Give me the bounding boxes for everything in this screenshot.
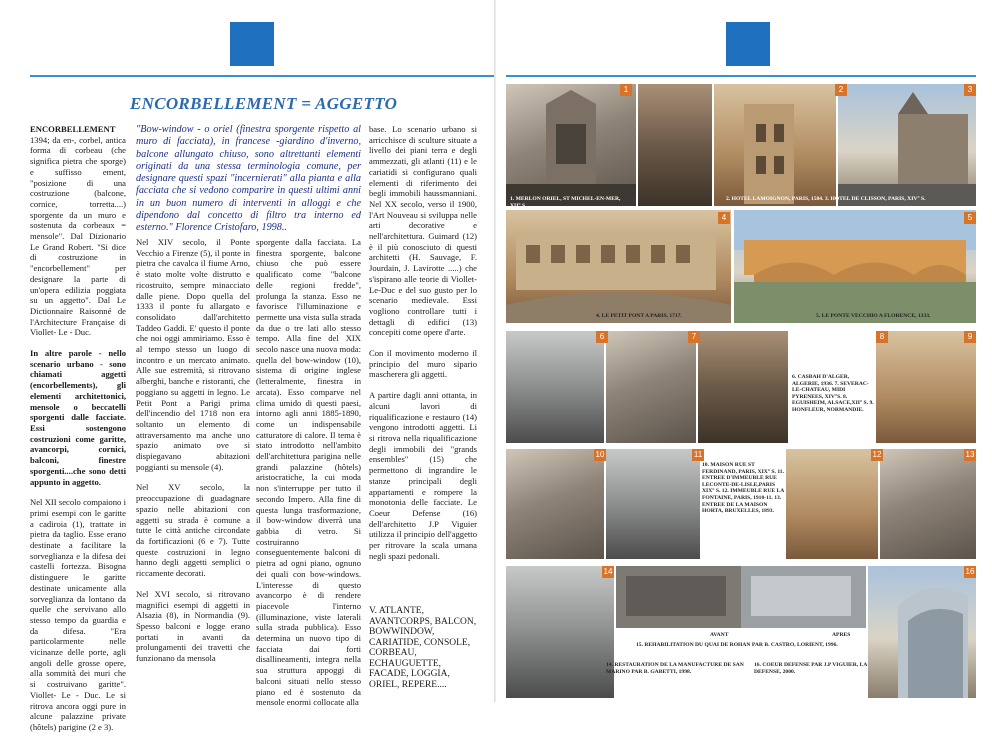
photo-number-badge: 5 (964, 212, 976, 224)
column-1 (30, 124, 126, 743)
photo-quai-de-rohan (616, 566, 866, 628)
photo-number-badge: 13 (965, 450, 975, 459)
photo-number-badge: 10 (595, 450, 605, 459)
photo-rue-leconte-de-lisle (606, 449, 700, 559)
col2-paragraph-1: Nel XIV secolo, il Ponte Vecchio a Firenze (5), il ponte in pietra che cavalca il fiume Arno, è stato molte volte distrutto e ricostruito, sempre minacciato dalle piene. Dopo quella del 1333 il ponte fu allargato e consolidato dall'architetto Taddeo Gaddi. E' questo il ponte che noi oggi ammiriamo. Esso è al tempo stesso un luogo di incontro e un mercato animato. Alle sue estremità, si ritrovano alberghi, banche e ristoranti, che poggiano su aggetti in legno. Le Petit Pont a Parigi prima dell'incendio del 1718 non era soltanto un elemento di attraversamento ma anche uno spazio animato ove si dispiegavano abitazioni poggianti su mensole (4). (136, 237, 250, 472)
caption-photo-16: 16. COEUR DEFENSE PAR J.P VIGUIER, LA DEFENSE, 2000. (754, 662, 868, 675)
column-2 (136, 237, 250, 674)
photo-eguisheim (698, 331, 788, 443)
label-avant: AVANT (710, 632, 729, 638)
photo-hotel-de-clisson (838, 84, 976, 206)
col2-paragraph-3: Nel XVI secolo, si ritrovano magnifici esempi di aggetti in Alsazia (8), in Normandia (9). Spesso balconi e logge erano portati in avanti da prolungamenti dei travetti che funzionano da mensola (136, 588, 250, 664)
photo-number-badge: 7 (688, 331, 700, 343)
photo-rue-st-ferdinand (506, 449, 604, 559)
photo-number-badge: 14 (603, 567, 613, 576)
left-page (0, 0, 496, 732)
column-4 (369, 124, 477, 571)
photo-number-badge: 16 (965, 567, 975, 576)
photo-hotel-lamoignon (714, 84, 836, 206)
photo-ponte-vecchio (734, 210, 976, 323)
caption-photo-4: 4. LE PETIT PONT A PARIS, 1717. (596, 313, 682, 319)
caption-photo-1: 1. MERLON ORIEL, ST MICHEL-EN-MER, XII° S. (510, 196, 621, 209)
summary-paragraph: In altre parole - nello scenario urbano - sono chiamati aggetti (encorbellements), gli elementi architettonici, mensole o beccatelli sporgenti dalle facciate. Essi sostengono costruzioni come garitte, avancorpi, cornici, balconi, finestre sporgenti....che sono detti appunto in aggetto. (30, 348, 126, 487)
photo-rue-la-fontaine (786, 449, 878, 559)
definition-paragraph (30, 124, 126, 338)
photo-petit-pont (506, 210, 731, 323)
pull-quote: "Bow-window - o oriel (finestra sporgente rispetto al muro di facciata), in francese -giardino d'inverno, balcone allungato chiuso, sono altrettanti elementi originati da una stessa terminologia comune, per designare questi spazi "incernierati" alla pianta e alla facciata che si vedono comparire in questi ultimi anni in un buon numero di interventi in alloggi e che dipendono dal concetto di filtro tra interno ed esterno." Florence Cristofaro, 1998.. (136, 124, 361, 234)
col4-paragraph-1: base. Lo scenario urbano si arricchisce di sculture situate a livello dei piani terra e degli ammezzati, gli atlanti (11) e le cariatidi si configurano quali elementi di riferimento dei begli immobili haussmanniani. Nel XX secolo, verso il 1900, l'Art Nouveau si sviluppa nelle arti decorative e nell'architettura. Guimard (12) è il più conosciuto di questi architetti (H. Sauvage, F. Jourdain, J. Lavirotte .....) che s'ispirano alle teorie di Viollet-Le-Duc e del suo gusto per lo scenario medievale. Essi vogliono controllare tutti i dettagli di edifici (13) concepiti come opere d'arte. (369, 124, 477, 338)
definition-text: 1394; da en-, corbel, antica forma di corbeau (che significa pietra che sporge) e suffisso ement, "posizione di una costruzione (balcone, cornice, torretta....) sporgente da un muro e sostenuta da corbeaux = mensole". Dal Dizionario Le Grand Robert. "Si dice di costruzione in "encorbellement" per designare la parte di un'opera edilizia poggiata su un aggetto". Dal Le Dictionnaire Raisonné de l'Architecture Française di Viollet- Le - Duc. (30, 134, 126, 338)
photo-number-badge: 9 (964, 331, 976, 343)
photo-maison-horta (880, 449, 976, 559)
definition-heading: ENCORBELLEMENT (30, 124, 116, 134)
photo-number-badge: 4 (718, 212, 730, 224)
photo-number-badge: 3 (964, 84, 976, 96)
col3-paragraph-1: sporgente dalla facciata. La finestra sporgente, balcone chiuso che può essere qualificato come "balcone delle regioni fredde", prolunga la stanza. Esso ne favorisce l'illuminazione e permette una vista sulla strada da due o tre lati allo stesso tempo. Alla fine del XIX secolo nasce una nuova moda: quella del bow-window (10), sistema di origine inglese (letteralmente, finestra in arcata). Esso comparve nel clima umido di questi paesi, intorno agli anni 1885-1890, come un indispensabile catturatore di calore. Il tema è stato introdotto nell'ambito dell'architettura parigina nelle grandi palazzine (hôtels) aristocratiche, la cui moda non s'interruppe per tutto il secondo Impero. Alla fine di questa lunga trasformazione, il bow-window diverrà una gabbia di vetro. Si costruiranno conseguentemente balconi di pietra ad ogni piano, ognuno dei quali con bow-windows. L'interesse di questo avancorpo è di rendere piacevole l'interno (illuminazione, viste laterali sulla strada pubblica). Esso determina un nuovo tipo di facciata dai forti disallineamenti, integra nella sua struttura appoggi di balconi situati nello stesso piano ed è sostenuto da mensole enormi collocate alla (256, 237, 361, 708)
photo-number-badge: 2 (835, 84, 847, 96)
header-blue-square (230, 22, 274, 66)
caption-photos-10-13: 10. MAISON RUE ST FERDINAND, PARIS, XIX° S. 11. ENTREE D'IMMEUBLE RUE LECONTE-DE-LISLE,PARIS XIX° S. 12. IMMEUBLE RUE LA FONTAINE, PARIS, 1910-11. 13. ENTREE DE LA MAISON HORTA, BRUXELLES, 1893. (702, 462, 785, 515)
see-also-terms: V. ATLANTE, AVANTCORPS, BALCON, BOWWINDOW, CARIATIDE, CONSOLE, CORBEAU, ECHAUGUETTE, FACADE, LOGGIA, ORIEL, REPERE.... (369, 606, 477, 690)
photo-severac-le-chateau (606, 331, 696, 443)
col2-paragraph-2: Nel XV secolo, la preoccupazione di guadagnare spazio nelle abitazioni con aggetti su strada è comune a tutte le città antiche circondate da fortificazioni (6 e 7). Tutte queste costruzioni in legno hanno degli aggetti semplici o riccamente decorati. (136, 482, 250, 579)
photo-hotel-lamoignon-detail (638, 84, 712, 206)
history-paragraph: Nel XII secolo compaiono i primi esempi con le garitte a cadiroia (1), trattate in pietra da taglio. Esse erano destinate a facilitare la sorveglianza e la difesa dei castelli fortezza. Bisogna distinguere le garitte destinate unicamente alla sorveglianza da lontano da quelle che servivano allo stesso tempo da guardia e da difesa. "Era particolarmente nelle vicinanze delle porte, agli angoli delle grosse opere, alla sommità dei muri che si costruivano garitte". Viollet- Le - Duc. Le si ritrova ancora oggi pure in alcune palazzine private (hôtels) parigine (2 e 3). (30, 497, 126, 732)
photo-number-badge: 8 (876, 331, 888, 343)
header-rule (30, 75, 495, 77)
column-3 (256, 237, 361, 718)
label-apres: APRES (832, 632, 851, 638)
photo-casbah-alger (506, 331, 604, 443)
photo-merlon-oriel (506, 84, 636, 206)
photo-number-badge: 12 (872, 450, 882, 459)
page-title: ENCORBELLEMENT = AGGETTO (130, 94, 398, 113)
photo-manufacture-san-marino (506, 566, 614, 698)
caption-photos-6-9: 6. CASBAH D'ALGER, ALGERIE, 1936. 7. SEVERAC-LE-CHATEAU, MIDI PYRENEES, XIV°S. 8. EGUISHEIM, ALSACE,XII° S. 9. HONFLEUR, NORMANDIE. (792, 374, 874, 413)
photo-honfleur (876, 331, 976, 443)
header-rule-right (506, 75, 976, 77)
col4-paragraph-3: A partire dagli anni ottanta, in alcuni lavori di riqualificazione e restauro (14) vengono introdotti aggetti. Li si ritrova nella riqualificazione degli immobili dei "grands ensembles" (15) che permettono di ingrandire le stanze principali degli appartamenti e rompere la monotonia delle facciate. Le Coeur Defense (16) dell'architetto J.P Viguier utilizza il principio dell'aggetto per ritrovare la scala umana negli spazi pedonali. (369, 390, 477, 561)
right-page (496, 0, 992, 702)
caption-photo-2-3: 2. HOTEL LAMOIGNON, PARIS, 1584. 3. HOTEL DE CLISSON, PARIS, XIV° S. (726, 196, 926, 202)
header-blue-square-right (726, 22, 770, 66)
caption-photo-14: 14. RESTAURATION DE LA MANUFACTURE DE SAN MARINO PAR B. GABETTI, 1998. (606, 662, 744, 675)
col4-paragraph-2: Con il movimento moderno il principio del muro sipario mascherera gli aggetti. (369, 348, 477, 380)
photo-number-badge: 6 (596, 331, 608, 343)
caption-photo-5: 5. LE PONTE VECCHIO A FLORENCE, 1333. (816, 313, 931, 319)
photo-number-badge: 11 (693, 450, 703, 459)
photo-number-badge: 1 (620, 84, 632, 96)
caption-photo-15: 15. REHABILITATION DU QUAI DE ROHAN PAR B. CASTRO, LORIENT, 1996. (636, 642, 838, 648)
photo-coeur-defense (868, 566, 976, 698)
